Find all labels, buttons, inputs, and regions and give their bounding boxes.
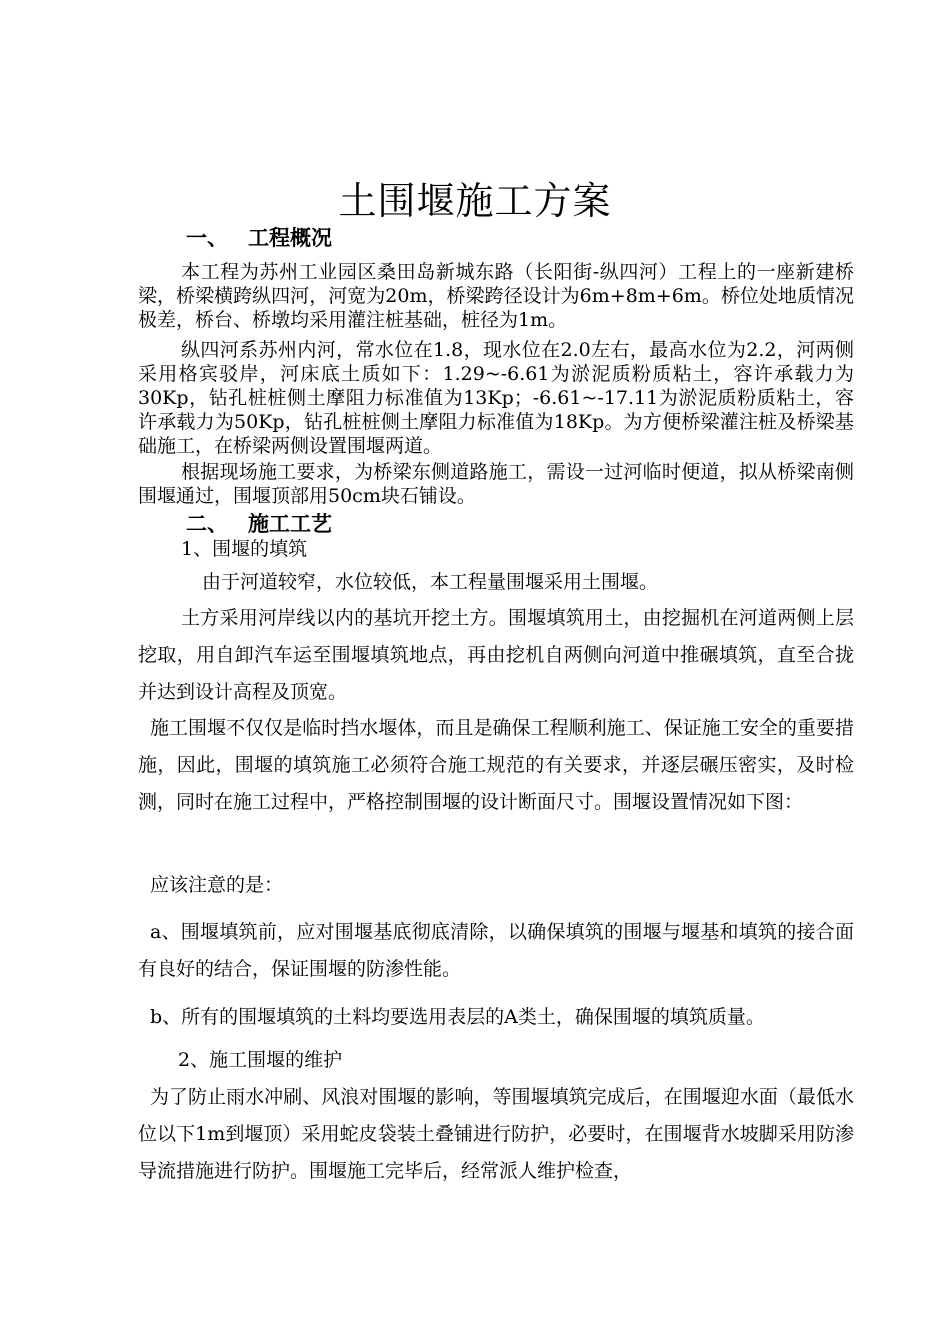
process-paragraph-1: 由于河道较窄，水位较低，本工程量围堰采用土围堰。 xyxy=(202,571,659,593)
section-title: 施工工艺 xyxy=(248,512,332,536)
document-title: 土围堰施工方案 xyxy=(338,179,612,223)
section-number: 一、 xyxy=(186,226,228,250)
maintenance-paragraph: 为了防止雨水冲刷、风浪对围堰的影响，等围堰填筑完成后，在围堰迎水面（最低水位以下1m到堰顶）采用蛇皮袋装土叠铺进行防护，必要时，在围堰背水坡脚采用防渗导流措施进行防护。围堰施工完毕后，经常派人维护检查， xyxy=(138,1086,854,1182)
overview-paragraph-2: 纵四河系苏州内河，常水位在1.8，现水位在2.0左右，最高水位为2.2，河两侧采用格宾驳岸，河床底土质如下：1.29~-6.61为淤泥质粉质粘土，容许承载力为30Kp，钻孔桩桩侧土摩阻力标准值为13Kp；-6.61~-17.11为淤泥质粉质粘土，容许承载力为50Kp，钻孔桩桩侧土摩阻力标准值为18Kp。为方便桥梁灌注桩及桥梁基础施工，在桥梁两侧设置围堰两道。 xyxy=(138,339,854,457)
section-heading-overview xyxy=(186,224,332,252)
process-paragraph-3: 施工围堰不仅仅是临时挡水堰体，而且是确保工程顺利施工、保证施工安全的重要措施，因此，围堰的填筑施工必须符合施工规范的有关要求，并逐层碾压密实，及时检测，同时在施工过程中，严格控制围堰的设计断面尺寸。围堰设置情况如下图： xyxy=(138,717,854,813)
process-paragraph-2 xyxy=(138,600,854,711)
section-title: 工程概况 xyxy=(248,226,332,250)
subheading-cofferdam-filling: 1、围堰的填筑 xyxy=(181,538,308,560)
subheading-cofferdam-maintenance: 2、施工围堰的维护 xyxy=(178,1049,343,1071)
notice-item-a: a、围堰填筑前，应对围堰基底彻底清除，以确保填筑的围堰与堰基和填筑的接合面有良好的结合，保证围堰的防渗性能。 xyxy=(138,921,854,980)
notice-item-b: b、所有的围堰填筑的土料均要选用表层的A类土，确保围堰的填筑质量。 xyxy=(150,1006,765,1028)
section-number: 二、 xyxy=(186,512,228,536)
process-paragraph-2-text: 土方采用河岸线以内的基坑开挖土方。围堰填筑用土，由挖掘机在河道两侧上层挖取，用自卸汽车运至围堰填筑地点，再由挖机自两侧向河道中推碾填筑，直至合拢并达到设计高程及顶宽。 xyxy=(138,607,854,703)
overview-paragraph-3: 根据现场施工要求，为桥梁东侧道路施工，需设一过河临时便道，拟从桥梁南侧围堰通过，围堰顶部用50cm块石铺设。 xyxy=(138,461,854,507)
notice-label: 应该注意的是： xyxy=(150,874,284,896)
section-heading-process xyxy=(186,510,332,538)
overview-paragraph-1: 本工程为苏州工业园区桑田岛新城东路（长阳街-纵四河）工程上的一座新建桥梁，桥梁横跨纵四河，河宽为20m，桥梁跨径设计为6m+8m+6m。桥位处地质情况极差，桥台、桥墩均采用灌注桩基础，桩径为1m。 xyxy=(138,261,854,331)
